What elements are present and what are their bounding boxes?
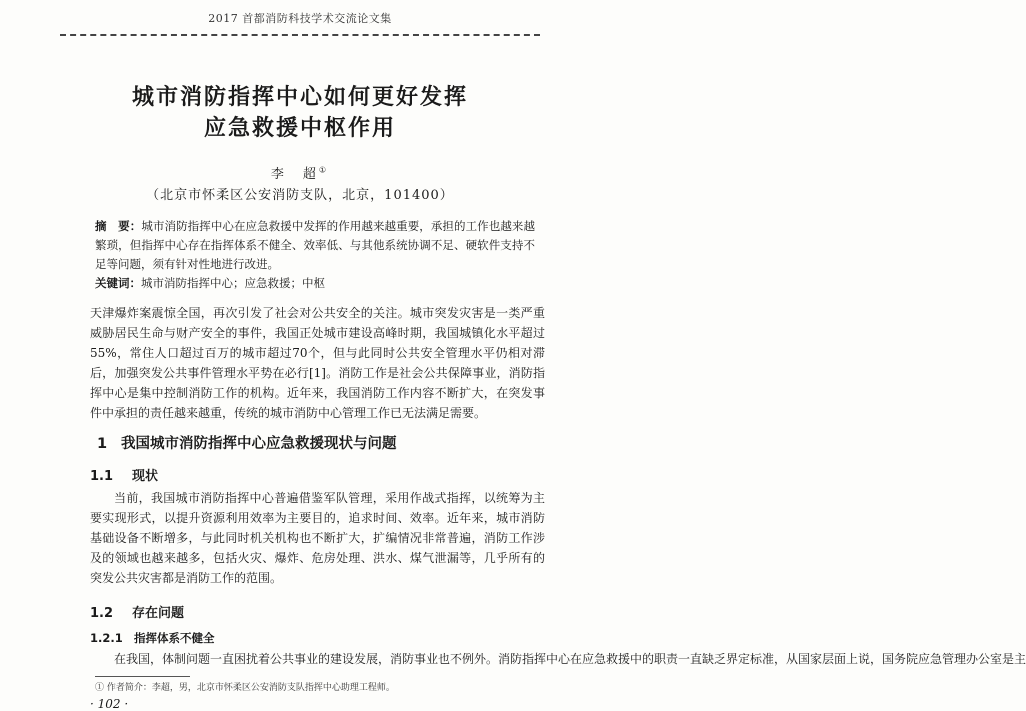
keywords <box>95 274 535 293</box>
abstract <box>95 217 535 274</box>
page-number: · 102 · <box>90 697 129 711</box>
section-1-number: 1 <box>97 436 108 452</box>
abstract-label: 摘 要： <box>95 219 142 233</box>
keywords-text: 城市消防指挥中心；应急救援；中枢 <box>141 276 325 290</box>
paper-title-line-1: 城市消防指挥中心如何更好发挥 <box>131 85 468 110</box>
subsection-1-2-1-paragraph: 在我国，体制问题一直困扰着公共事业的建设发展，消防事业也不例外。消防指挥中心在应急救援中的职责一直缺乏界定标准，从国家层面上说，国务院应急管理办公室是主 <box>114 652 1026 666</box>
footnote-rule <box>95 676 190 677</box>
subsection-1-2-heading <box>90 602 184 621</box>
subsection-1-2-title: 存在问题 <box>132 606 185 621</box>
subsection-1-2-1-number: 1.2.1 <box>90 631 123 645</box>
subsection-1-1-paragraph: 当前，我国城市消防指挥中心普遍借鉴军队管理，采用作战式指挥，以统筹为主要实现形式，以提升资源利用效率为主要目的，追求时间、效率。近年来，城市消防基础设备不断增多，与此同时机关机构也不断扩大，扩编情况非常普遍，消防工作涉及的领域也越来越多，包括火灾、爆炸、危房处理、洪水、煤气泄漏等，几乎所有的突发公共灾害都是消防工作的范围。 <box>90 491 545 585</box>
subsection-1-1-number: 1.1 <box>90 469 114 484</box>
abstract-text: 城市消防指挥中心在应急救援中发挥的作用越来越重要，承担的工作也越来越繁琐，但指挥中心存在指挥体系不健全、效率低、与其他系统协调不足、硬软件支持不足等问题，须有针对性地进行改进。 <box>95 219 535 271</box>
intro-paragraph: 天津爆炸案震惊全国，再次引发了社会对公共安全的关注。城市突发灾害是一类严重威胁居民生命与财产安全的事件，我国正处城市建设高峰时期，我国城镇化水平超过55%，常住人口超过百万的城市超过70个，但与此同时公共安全管理水平仍相对滞后，加强突发公共事件管理水平势在必行[1]。消防工作是社会公共保障事业，消防指挥中心是集中控制消防工作的机构。近年来，我国消防工作内容不断扩大，在突发事件中承担的责任越来越重，传统的城市消防中心管理工作已无法满足需要。 <box>90 306 545 420</box>
author-footnote-mark: ① <box>318 165 330 175</box>
author-name: 李 超 <box>270 167 319 182</box>
section-1-title: 我国城市消防指挥中心应急救援现状与问题 <box>121 436 397 452</box>
subsection-1-1-heading <box>90 465 158 484</box>
subsection-1-2-number: 1.2 <box>90 606 114 621</box>
footnote: ① 作者简介：李超，男，北京市怀柔区公安消防支队指挥中心助理工程师。 <box>95 683 395 693</box>
keywords-label: 关键词： <box>95 276 141 290</box>
subsection-1-2-1-title: 指挥体系不健全 <box>134 631 215 645</box>
affiliation: （北京市怀柔区公安消防支队，北京，101400） <box>146 188 454 203</box>
paper-title-line-2: 应急救援中枢作用 <box>203 116 396 141</box>
running-header: 2017 首都消防科技学术交流论文集 <box>208 12 392 25</box>
header-rule <box>60 34 540 36</box>
author <box>0 163 600 182</box>
subsection-1-2-1-heading <box>90 630 215 646</box>
subsection-1-1-title: 现状 <box>132 469 159 484</box>
section-1-heading <box>97 432 397 453</box>
